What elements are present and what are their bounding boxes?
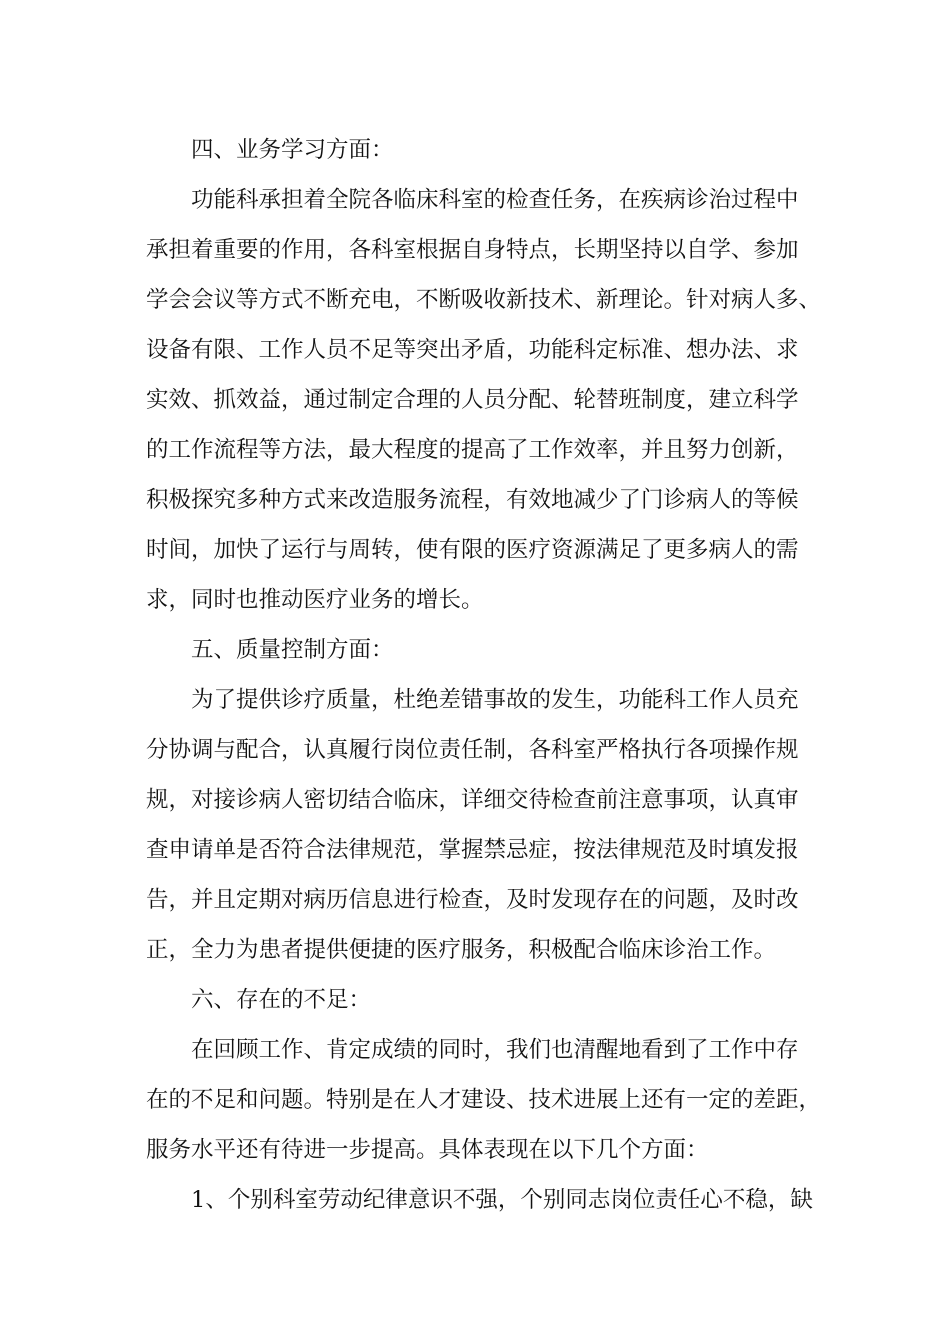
paragraph-line: 积极探究多种方式来改造服务流程，有效地减少了门诊病人的等候 [146, 487, 799, 513]
section-heading-shortcomings: 六、存在的不足： [191, 987, 372, 1013]
numbered-item-line: 1、个别科室劳动纪律意识不强，个别同志岗位责任心不稳，缺 [191, 1187, 813, 1213]
paragraph-line: 学会会议等方式不断充电，不断吸收新技术、新理论。针对病人多、 [146, 287, 822, 313]
section-heading-quality-control: 五、质量控制方面： [191, 637, 394, 663]
paragraph-line: 求，同时也推动医疗业务的增长。 [146, 587, 484, 613]
paragraph-line: 的工作流程等方法，最大程度的提高了工作效率，并且努力创新， [146, 437, 799, 463]
paragraph-line: 功能科承担着全院各临床科室的检查任务，在疾病诊治过程中 [191, 187, 799, 213]
paragraph-line: 为了提供诊疗质量，杜绝差错事故的发生，功能科工作人员充 [191, 687, 799, 713]
paragraph-line: 在的不足和问题。特别是在人才建设、技术进展上还有一定的差距， [146, 1087, 822, 1113]
paragraph-line: 承担着重要的作用，各科室根据自身特点，长期坚持以自学、参加 [146, 237, 799, 263]
paragraph-line: 服务水平还有待进一步提高。具体表现在以下几个方面： [146, 1137, 709, 1163]
paragraph-line: 查申请单是否符合法律规范，掌握禁忌症，按法律规范及时填发报 [146, 837, 799, 863]
paragraph-line: 在回顾工作、肯定成绩的同时，我们也清醒地看到了工作中存 [191, 1037, 799, 1063]
paragraph-line: 分协调与配合，认真履行岗位责任制，各科室严格执行各项操作规 [146, 737, 799, 763]
paragraph-line: 正，全力为患者提供便捷的医疗服务，积极配合临床诊治工作。 [146, 937, 777, 963]
paragraph-line: 设备有限、工作人员不足等突出矛盾，功能科定标准、想办法、求 [146, 337, 799, 363]
paragraph-line: 规，对接诊病人密切结合临床，详细交待检查前注意事项，认真审 [146, 787, 799, 813]
paragraph-line: 告，并且定期对病历信息进行检查，及时发现存在的问题，及时改 [146, 887, 799, 913]
section-heading-business-study: 四、业务学习方面： [191, 137, 394, 163]
paragraph-line: 时间，加快了运行与周转，使有限的医疗资源满足了更多病人的需 [146, 537, 799, 563]
paragraph-line: 实效、抓效益，通过制定合理的人员分配、轮替班制度，建立科学 [146, 387, 799, 413]
